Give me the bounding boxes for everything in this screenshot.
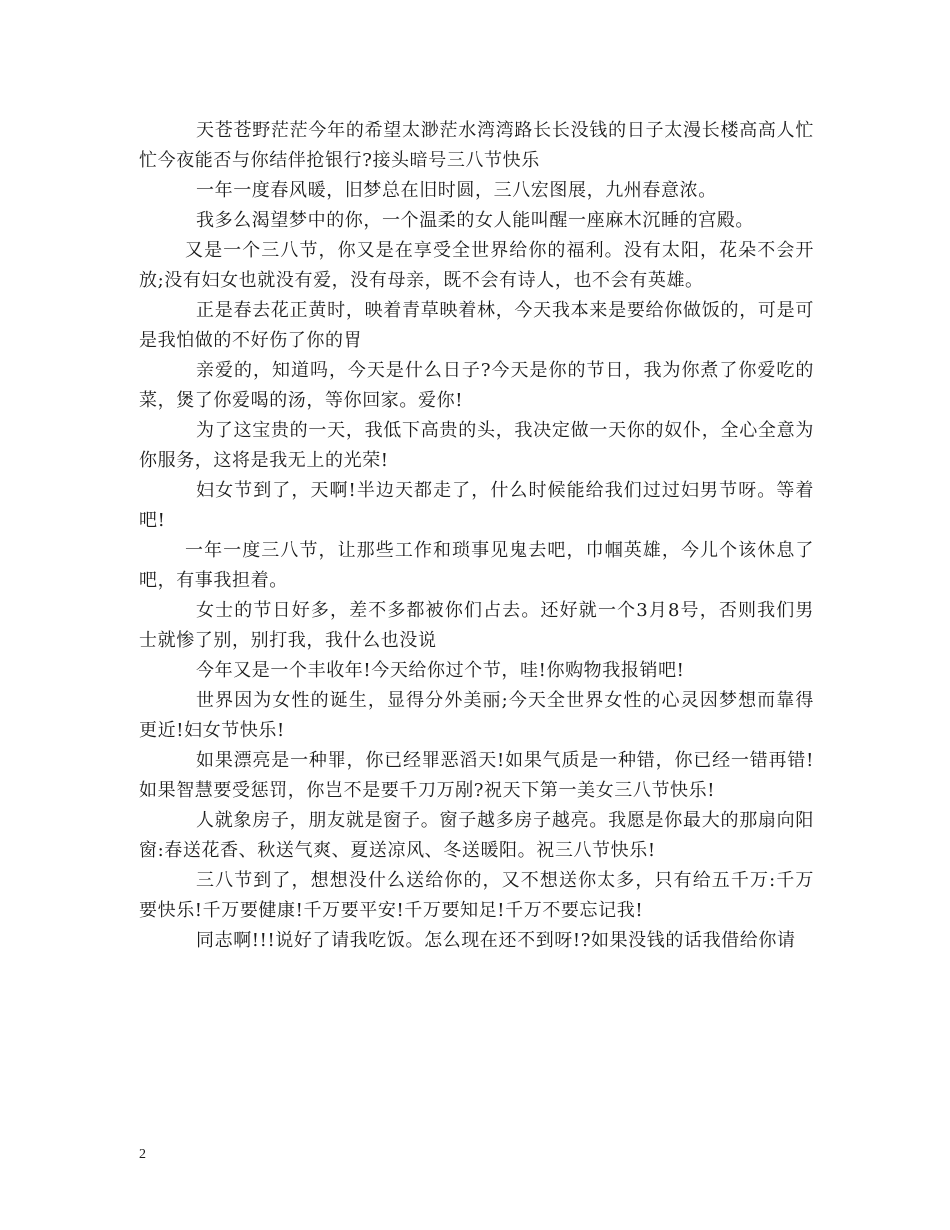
paragraph: 我多么渴望梦中的你，一个温柔的女人能叫醒一座麻木沉睡的宫殿。 [196, 210, 754, 231]
paragraph: 又是一个三八节，你又是在享受全世界给你的福利。没有太阳，花朵不会开放;没有妇女也就没有爱，没有母亲，既不会有诗人，也不会有英雄。 [139, 240, 814, 291]
paragraph: 一年一度春风暖，旧梦总在旧时圆，三八宏图展，九州春意浓。 [196, 180, 717, 201]
paragraph: 女士的节日好多，差不多都被你们占去。还好就一个3月8号，否则我们男士就惨了别，别打我，我什么也没说 [139, 600, 814, 651]
paragraph: 如果漂亮是一种罪，你已经罪恶滔天!如果气质是一种错，你已经一错再错!如果智慧要受惩罚，你岂不是要千刀万剐?祝天下第一美女三八节快乐! [139, 750, 814, 801]
body-text [139, 116, 814, 956]
paragraph: 妇女节到了，天啊!半边天都走了，什么时候能给我们过过妇男节呀。等着吧! [139, 480, 814, 531]
paragraph: 三八节到了，想想没什么送给你的，又不想送你太多，只有给五千万:千万要快乐!千万要健康!千万要平安!千万要知足!千万不要忘记我! [139, 870, 814, 921]
paragraph: 世界因为女性的诞生，显得分外美丽;今天全世界女性的心灵因梦想而靠得更近!妇女节快乐! [139, 690, 814, 741]
page-number: 2 [139, 1147, 146, 1162]
paragraph: 一年一度三八节，让那些工作和琐事见鬼去吧，巾帼英雄，今儿个该休息了吧，有事我担着。 [139, 540, 814, 591]
paragraph: 正是春去花正黄时，映着青草映着林，今天我本来是要给你做饭的，可是可是我怕做的不好伤了你的胃 [139, 300, 814, 351]
paragraph: 同志啊!!!说好了请我吃饭。怎么现在还不到呀!?如果没钱的话我借给你请 [196, 930, 796, 951]
paragraph: 为了这宝贵的一天，我低下高贵的头，我决定做一天你的奴仆，全心全意为你服务，这将是我无上的光荣! [139, 420, 814, 471]
paragraph: 人就象房子，朋友就是窗子。窗子越多房子越亮。我愿是你最大的那扇向阳窗:春送花香、秋送气爽、夏送凉风、冬送暖阳。祝三八节快乐! [139, 810, 814, 861]
paragraph: 今年又是一个丰收年!今天给你过个节，哇!你购物我报销吧! [196, 660, 685, 681]
paragraph: 亲爱的，知道吗，今天是什么日子?今天是你的节日，我为你煮了你爱吃的菜，煲了你爱喝的汤，等你回家。爱你! [139, 360, 814, 411]
paragraph: 天苍苍野茫茫今年的希望太渺茫水湾湾路长长没钱的日子太漫长楼高高人忙忙今夜能否与你结伴抢银行?接头暗号三八节快乐 [139, 120, 814, 171]
